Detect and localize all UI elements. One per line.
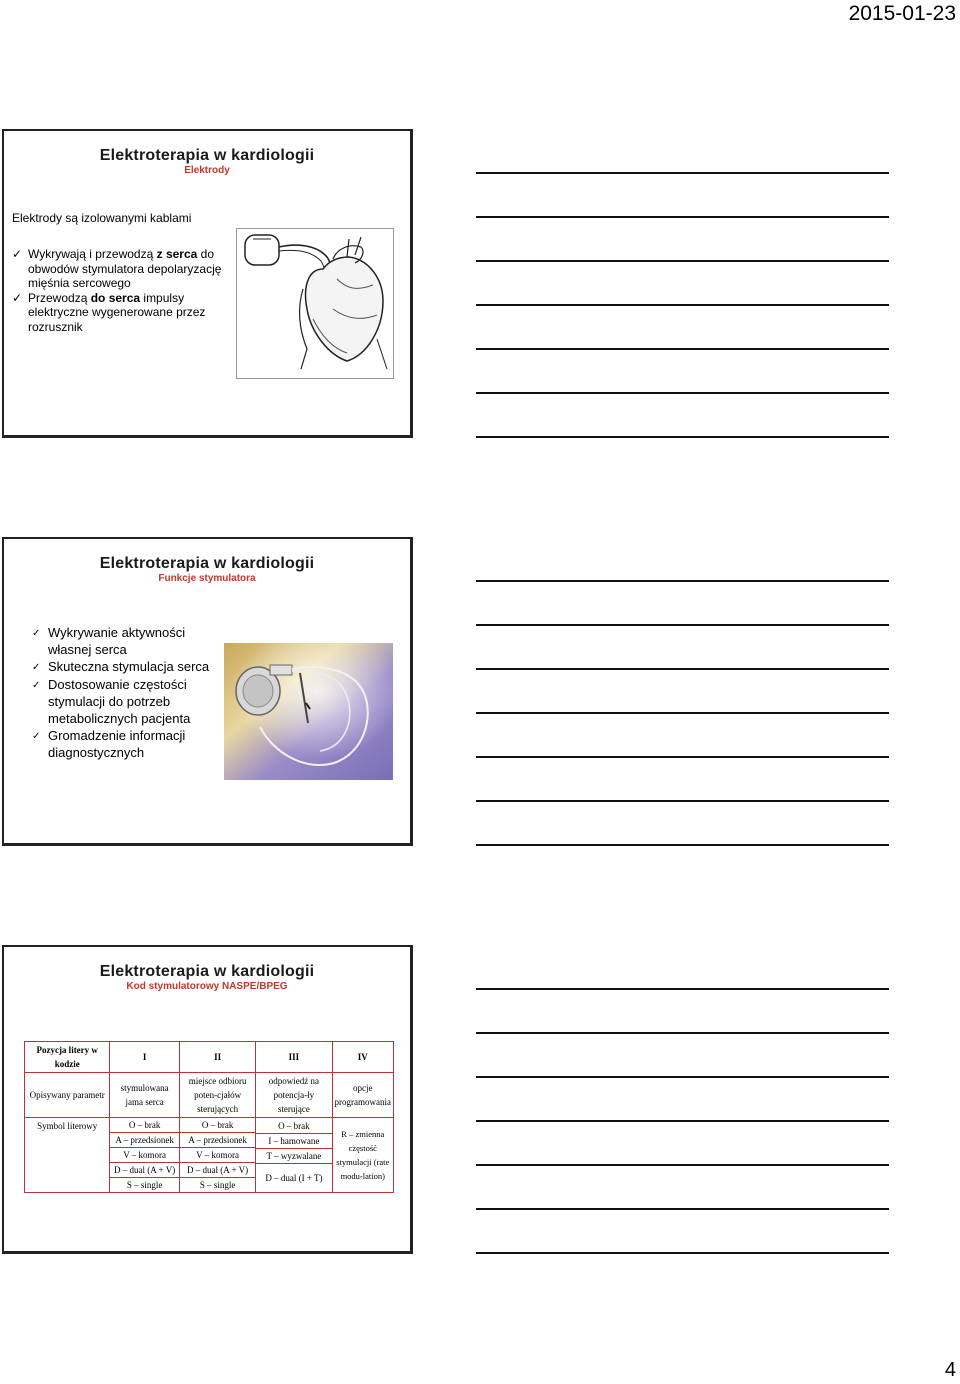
slide-3 [2, 945, 413, 1254]
bullet-list [32, 625, 228, 763]
note-line [476, 988, 889, 990]
slide-2 [2, 537, 413, 846]
note-line [476, 844, 889, 846]
slide-title: Elektroterapia w kardiologii [99, 147, 315, 164]
note-line [476, 304, 889, 306]
naspe-code-table [24, 1041, 394, 1193]
note-line [476, 712, 889, 714]
list-item: ✓ Przewodzą do serca impulsy elektryczne wygenerowane przez rozrusznik [12, 290, 206, 334]
note-line [476, 260, 889, 262]
table-row: Opisywany parametr stymulowana jama serca miejsce odbioru poten-cjałów sterujących odpowiedź na potencja-ły sterujące opcje programowania [25, 1073, 394, 1118]
heart-pacemaker-diagram-icon [236, 228, 394, 379]
pacemaker-device-photo [224, 643, 393, 780]
checkmark-icon: ✓ [12, 290, 23, 305]
slide-intro-text: Elektrody są izolowanymi kablami [12, 211, 192, 225]
note-line [476, 668, 889, 670]
note-line [476, 436, 889, 438]
note-line [476, 1208, 889, 1210]
date-header: 2015-01-23 [848, 2, 956, 25]
note-line [476, 1120, 889, 1122]
note-line [476, 392, 889, 394]
page-number: 4 [944, 1359, 956, 1381]
slide-subtitle: Funkcje stymulatora [158, 573, 256, 584]
table-header-row: Pozycja litery w kodzie I II III IV [25, 1042, 394, 1073]
note-line [476, 1164, 889, 1166]
list-item: ✓ Dostosowanie częstości stymulacji do potrzeb metabolicznych pacjenta [32, 677, 191, 726]
checkmark-icon: ✓ [32, 731, 41, 743]
note-line [476, 800, 889, 802]
checkmark-icon: ✓ [12, 247, 23, 261]
checkmark-icon: ✓ [32, 628, 41, 639]
list-item: ✓ Wykrywają i przewodzą z serca do obwodów stymulatora depolaryzację mięśnia sercowego [12, 247, 222, 290]
note-line [476, 756, 889, 758]
note-line [476, 624, 889, 626]
note-line [476, 348, 889, 350]
list-item: ✓ Skuteczna stymulacja serca [32, 659, 228, 676]
list-item: ✓ Wykrywanie aktywności własnej serca [32, 625, 186, 657]
bullet-list [12, 247, 234, 334]
note-line [476, 1076, 889, 1078]
checkmark-icon: ✓ [32, 680, 41, 692]
note-line [476, 1032, 889, 1034]
list-item: ✓ Gromadzenie informacji diagnostycznych [32, 728, 186, 760]
checkmark-icon: ✓ [32, 662, 41, 674]
slide-subtitle: Kod stymulatorowy NASPE/BPEG [126, 981, 288, 992]
slide-1 [2, 129, 413, 438]
slide-title: Elektroterapia w kardiologii [99, 555, 315, 572]
note-line [476, 172, 889, 174]
table-row: Symbol literowy O – brak A – przedsionek V – komora D – dual (A + V) S – single O – brak A – przedsionek V – komora D – dual (A + V) S – single O – brak I – hamowane T – wyzwalane D – dual (I + T) R – zmienna częstość stymulacji (rate modu-lation) [25, 1118, 394, 1193]
slide-subtitle: Elektrody [184, 165, 230, 176]
slide-title: Elektroterapia w kardiologii [99, 963, 315, 980]
note-line [476, 580, 889, 582]
note-line [476, 216, 889, 218]
note-line [476, 1252, 889, 1254]
